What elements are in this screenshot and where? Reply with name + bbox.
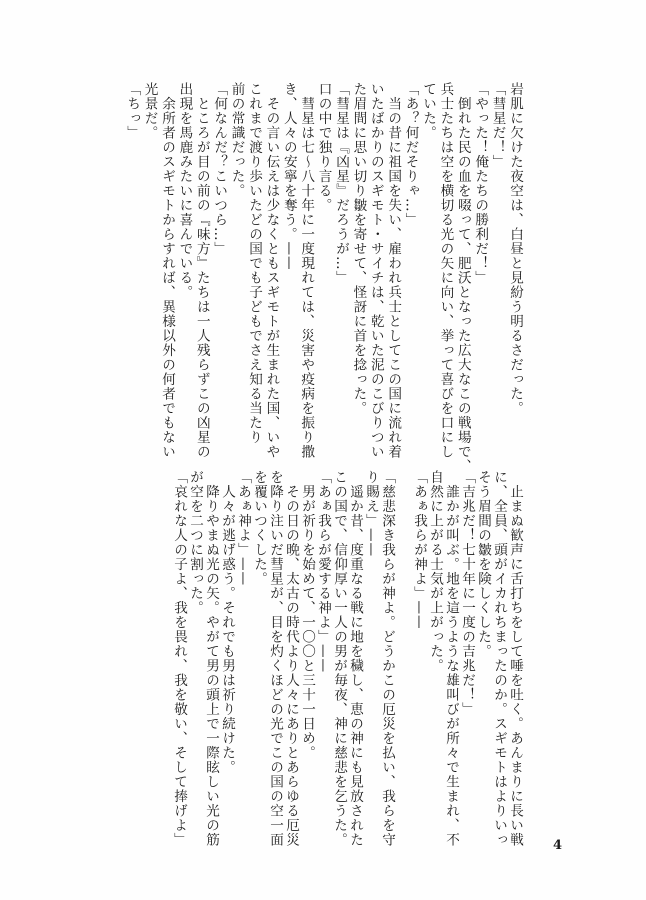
text-line: 光景だ。 — [141, 82, 158, 140]
text-line: 岩肌に欠けた夜空は、白昼と見紛う明るさだった。 — [507, 82, 523, 416]
text-line: その日の晩、太古の時代より人々にありとあらゆる厄災 — [283, 470, 299, 847]
text-line: 降りやまぬ光の矢。やがて男の頭上で一際眩しい光の筋 — [203, 470, 219, 847]
text-line: そう眉間の皺を険しくした。 — [475, 470, 491, 659]
text-line: 「あぁ神よ」—— — [235, 470, 251, 586]
text-line: いたばかりのスギモト・サイチは、乾いた泥のこびりつい — [367, 82, 384, 459]
text-line: 「あぁ我らが神よ」—— — [411, 470, 427, 630]
text-line: 「彗星は『凶星』だろうが…」 — [333, 82, 349, 285]
text-line: その言い伝えは少なくともスギモトが生まれた国、いや — [263, 82, 280, 459]
text-line: 男が祈りを始めて、一〇〇と三十一日め。 — [299, 470, 315, 760]
text-line: 「何なんだ？こいつら…」 — [211, 82, 228, 256]
text-line: この国で、信仰厚い一人の男が毎夜、神に慈悲を乞うた。 — [331, 470, 347, 847]
text-line: 「ちっ」 — [124, 82, 141, 140]
text-line: 「吉兆だ！七十年に一度の吉兆だ！」 — [459, 470, 475, 717]
text-line: 当の昔に祖国を失い、雇われ兵士としてこの国に流れ着 — [385, 82, 402, 459]
text-line: 人々が逃げ惑う。それでも男は祈り続けた。 — [219, 470, 235, 775]
text-line: 「あ？何だそりゃ…」 — [402, 82, 419, 227]
text-line: ところが目の前の『味方』たちは一人残らずこの凶星の — [193, 82, 210, 459]
text-line: 「あぁ我らが愛する神よ」—— — [315, 470, 331, 673]
text-line: 彗星は七〜八十年に一度現れては、災害や疫病を振り撒 — [298, 82, 315, 459]
text-line: これまで渡り歩いたどの国でも子どもでさえ知る当たり — [246, 82, 262, 445]
text-line: 自然に上がる士気が上がった。 — [427, 470, 443, 673]
text-line: 誰かが叫ぶ。地を這うような雄叫びが所々で生まれ、不 — [443, 470, 459, 847]
text-line: ていた。 — [420, 82, 436, 140]
text-line: 「やった！俺たちの勝利だ！」 — [472, 82, 489, 285]
text-line: 「哀れな人の子よ、我を畏れ、我を敬い、そして捧げよ」 — [171, 470, 187, 847]
text-line: 口の中で独り言る。 — [315, 82, 332, 213]
text-line: 止まぬ歓声に舌打ちをして唾を吐く。あんまりに長い戦 — [507, 470, 523, 847]
text-line: 前の常識だった。 — [228, 82, 245, 198]
upper-text-block — [114, 82, 523, 474]
text-line: り賜え」—— — [363, 470, 379, 557]
text-line: 出現を馬鹿みたいに喜んでいる。 — [176, 82, 193, 300]
text-line: 遥か昔、度重なる戦に地を穢し、恵の神にも見放された — [347, 470, 363, 847]
text-line: 兵士たちは空を横切る光の矢に向い、挙って喜びを口にし — [437, 82, 454, 459]
text-line: た眉間に思い切り皺を寄せて、怪訝に首を捻った。 — [350, 82, 367, 416]
text-line: を覆いつくした。 — [251, 470, 267, 586]
text-line: を降り注いだ彗星が、目を灼くほどの光でこの国の空一面 — [267, 470, 283, 847]
text-line: き、人々の安寧を奪う。—— — [280, 82, 297, 271]
page-number: 4 — [553, 838, 563, 853]
text-line: 「彗星だ！」 — [489, 82, 506, 169]
text-line: 「慈悲深き我らが神よ。どうかこの厄災を払い、我らを守 — [379, 470, 395, 847]
text-line: が空を二つに割った。 — [187, 470, 203, 615]
text-line: 余所者のスギモトからすれば、異様以外の何者でもない — [159, 82, 175, 459]
text-line: に、全員、頭がイカれちまったのか。スギモトはよりいっ — [491, 470, 507, 847]
lower-text-block — [148, 470, 523, 847]
text-line: 倒れた民の血を啜って、肥沃となった広大なこの戦場で、 — [454, 82, 471, 474]
